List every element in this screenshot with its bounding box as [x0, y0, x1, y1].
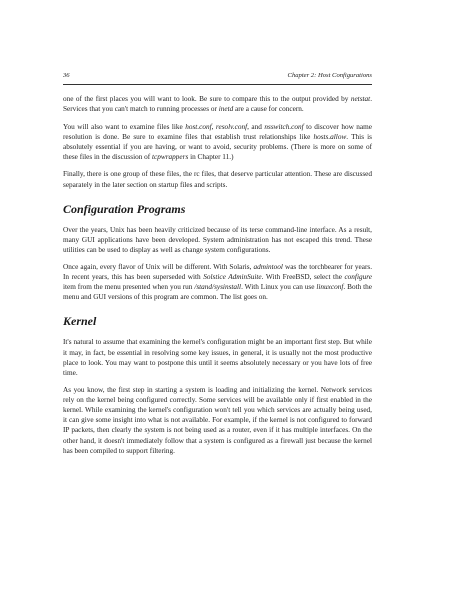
header-rule [63, 84, 372, 85]
page-body [63, 94, 372, 463]
paragraph-rc-files: Finally, there is one group of these files, the rc files, that deserve particular attention. These are discussed separately in the later section on startup files and scripts. [63, 170, 372, 189]
chapter-title: Chapter 2: Host Configurations [287, 72, 372, 79]
paragraph-kernel-intro: It's natural to assume that examining the kernel's configuration might be an important first step. But while it may, in fact, be essential in resolving some key issues, in general, it is usually not the most productive place to look. You may want to postpone this until it seems absolutely necessary or you have lots of free time. [63, 338, 372, 377]
page-number: 36 [63, 72, 70, 79]
heading-configuration-programs: Configuration Programs [63, 201, 186, 216]
heading-kernel: Kernel [63, 314, 97, 329]
paragraph-unix-flavors: Once again, every flavor of Unix will be different. With Solaris, admintool was the torchbearer for years. In recent years, this has been superseded with Solstice AdminSuite. With FreeBSD, select the configure item from the menu presented when you run /stand/sysinstall. With Linux you can use linuxconf. Both the menu and GUI versions of this program are common. The list goes on. [63, 263, 373, 302]
running-header [63, 72, 372, 84]
paragraph-kernel-details: As you know, the first step in starting a system is loading and initializing the kernel. Network services rely on the kernel being configured correctly. Some services will be available only if first enabled in the kernel. While examining the kernel's configuration won't tell you which services are actually being used, it can give some insight into what is not available. For example, if the kernel is not configured to forward IP packets, then clearly the system is not being used as a router, even if it has multiple interfaces. On the other hand, it doesn't immediately follow that a system is configured as a firewall just because the kernel has been compiled to support filtering. [63, 386, 372, 455]
paragraph-netstat: one of the first places you will want to look. Be sure to compare this to the output provided by netstat. Services that you can't match to running processes or inetd are a cause for concern. [63, 95, 372, 114]
paragraph-name-resolution: You will also want to examine files like host.conf, resolv.conf, and nsswitch.conf to discover how name resolution is done. Be sure to examine files that establish trust relationships like hosts.allow. This is absolutely essential if you are having, or want to avoid, security problems. (There is more on some of these files in the discussion of tcpwrappers in Chapter 11.) [63, 122, 372, 161]
paragraph-gui-applications: Over the years, Unix has been heavily criticized because of its terse command-line interface. As a result, many GUI applications have been developed. System administration has not escaped this trend. These utilities can be used to display as well as change system configurations. [63, 225, 372, 254]
